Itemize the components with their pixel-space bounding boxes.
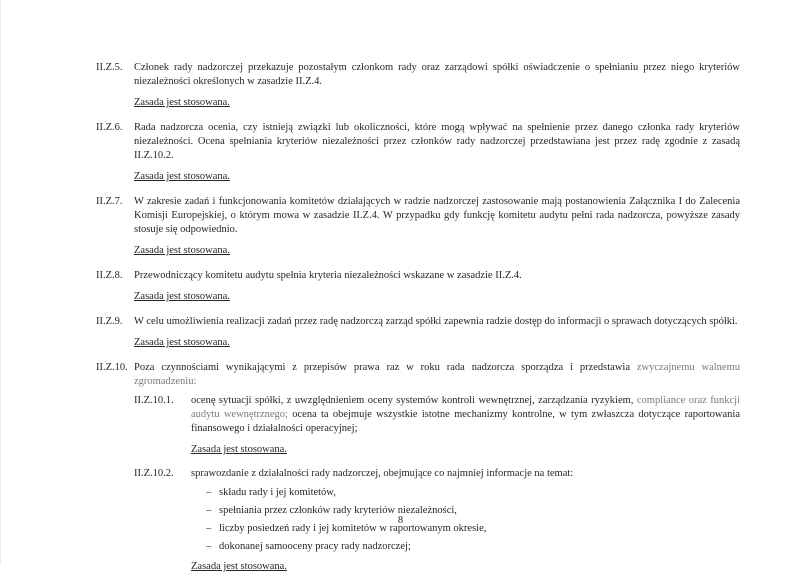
text-segment: ocenę sytuacji spółki, z uwzględnieniem oceny systemów kontroli wewnętrznej, zarządzania ryzykiem,: [191, 395, 637, 406]
rules-list: [96, 61, 740, 585]
rule-number: II.Z.8.: [96, 270, 123, 281]
text-segment: Przewodniczący komitetu audytu spełnia kryteria niezależności wskazane w zasadzie II.Z.4.: [134, 270, 522, 281]
rule-number: II.Z.5.: [96, 62, 123, 73]
amended-text-segment: compliance oraz funkcji audytu wewnętrznego;: [191, 395, 741, 420]
text-segment: ocena ta obejmuje wszystkie istotne mechanizmy kontrolne, w tym zwłaszcza dotyczące raportowania finansowego i działalności operacyjnej;: [191, 409, 740, 434]
text-segment: W celu umożliwienia realizacji zadań przez radę nadzorczą zarząd spółki zapewnia radzie dostęp do informacji o sprawach dotyczących spółki.: [134, 316, 738, 327]
rule-item: [96, 121, 740, 189]
bullet-item: [191, 540, 740, 553]
rule-text: [134, 121, 740, 163]
rule-text: [134, 61, 740, 89]
dash-marker: –: [206, 523, 212, 534]
rule-content: [134, 361, 740, 579]
dash-marker: –: [206, 505, 212, 516]
rule-content: [134, 121, 740, 189]
rule-content: [134, 315, 740, 355]
rule-content: [134, 195, 740, 263]
rule-content: [191, 394, 740, 462]
text-segment: W zakresie zadań i funkcjonowania komitetów działających w radzie nadzorczej zastosowanie mają postanowienia Załącznika I do Zalecenia Komisji Europejskiej, o którym mowa w zasadzie II.Z.4. W przypadku gdy funkcję komitetu audytu pełni rada nadzorcza, powyższe zasady stosuje się odpowiednio.: [134, 196, 740, 235]
compliance-status: Zasada jest stosowana.: [134, 245, 230, 256]
rule-number: II.Z.7.: [96, 196, 123, 207]
bullet-text: składu rady i jej komitetów,: [219, 487, 336, 498]
sub-rule-item: [134, 394, 740, 462]
rule-text: [134, 195, 740, 237]
text-segment: sprawozdanie z działalności rady nadzorczej, obejmujące co najmniej informacje na temat:: [191, 468, 574, 479]
rule-content: [134, 269, 740, 309]
text-segment: Poza czynnościami wynikającymi z przepisów prawa raz w roku rada nadzorcza sporządza i przedstawia: [134, 362, 637, 373]
compliance-status: Zasada jest stosowana.: [134, 97, 230, 108]
rule-text: [134, 269, 740, 283]
rule-item: [96, 269, 740, 309]
sub-rule-number: II.Z.10.1.: [134, 395, 174, 406]
text-segment: Członek rady nadzorczej przekazuje pozostałym członkom rady oraz zarządowi spółki oświadczenie o spełnianiu przez niego kryteriów niezależności określonych w zasadzie II.Z.4.: [134, 62, 740, 87]
bullet-text: spełniania przez członków rady kryteriów niezależności,: [219, 505, 457, 516]
rule-number: II.Z.9.: [96, 316, 123, 327]
rule-number: II.Z.10.: [96, 362, 128, 373]
rule-text: [191, 467, 740, 481]
dash-marker: –: [206, 541, 212, 552]
bullet-item: [191, 486, 740, 499]
rule-item: [96, 361, 740, 579]
compliance-status: Zasada jest stosowana.: [191, 561, 287, 572]
rule-content: [134, 61, 740, 115]
text-segment: Rada nadzorcza ocenia, czy istnieją związki lub okoliczności, które mogą wpływać na spełnienie przez danego członka rady kryteriów niezależności. Ocena spełniania kryteriów niezależności przez członków rady nadzorczej przedstawiana jest przez radę zgodnie z zasadą II.Z.10.2.: [134, 122, 740, 161]
rule-item: [96, 61, 740, 115]
rule-number: II.Z.6.: [96, 122, 123, 133]
rule-text: [191, 394, 740, 436]
bullet-text: dokonanej samooceny pracy rady nadzorczej;: [219, 541, 411, 552]
compliance-status: Zasada jest stosowana.: [134, 171, 230, 182]
sub-rule-number: II.Z.10.2.: [134, 468, 174, 479]
rule-text: [134, 315, 740, 329]
bullet-text: liczby posiedzeń rady i jej komitetów w raportowanym okresie,: [219, 523, 487, 534]
compliance-status: Zasada jest stosowana.: [134, 291, 230, 302]
rule-text: [134, 361, 740, 389]
amended-text-segment: zwyczajnemu walnemu zgromadzeniu:: [134, 362, 740, 387]
dash-marker: –: [206, 487, 212, 498]
compliance-status: Zasada jest stosowana.: [134, 337, 230, 348]
rule-item: [96, 315, 740, 355]
page-number: 8: [397, 515, 404, 526]
compliance-status: Zasada jest stosowana.: [191, 444, 287, 455]
rule-item: [96, 195, 740, 263]
